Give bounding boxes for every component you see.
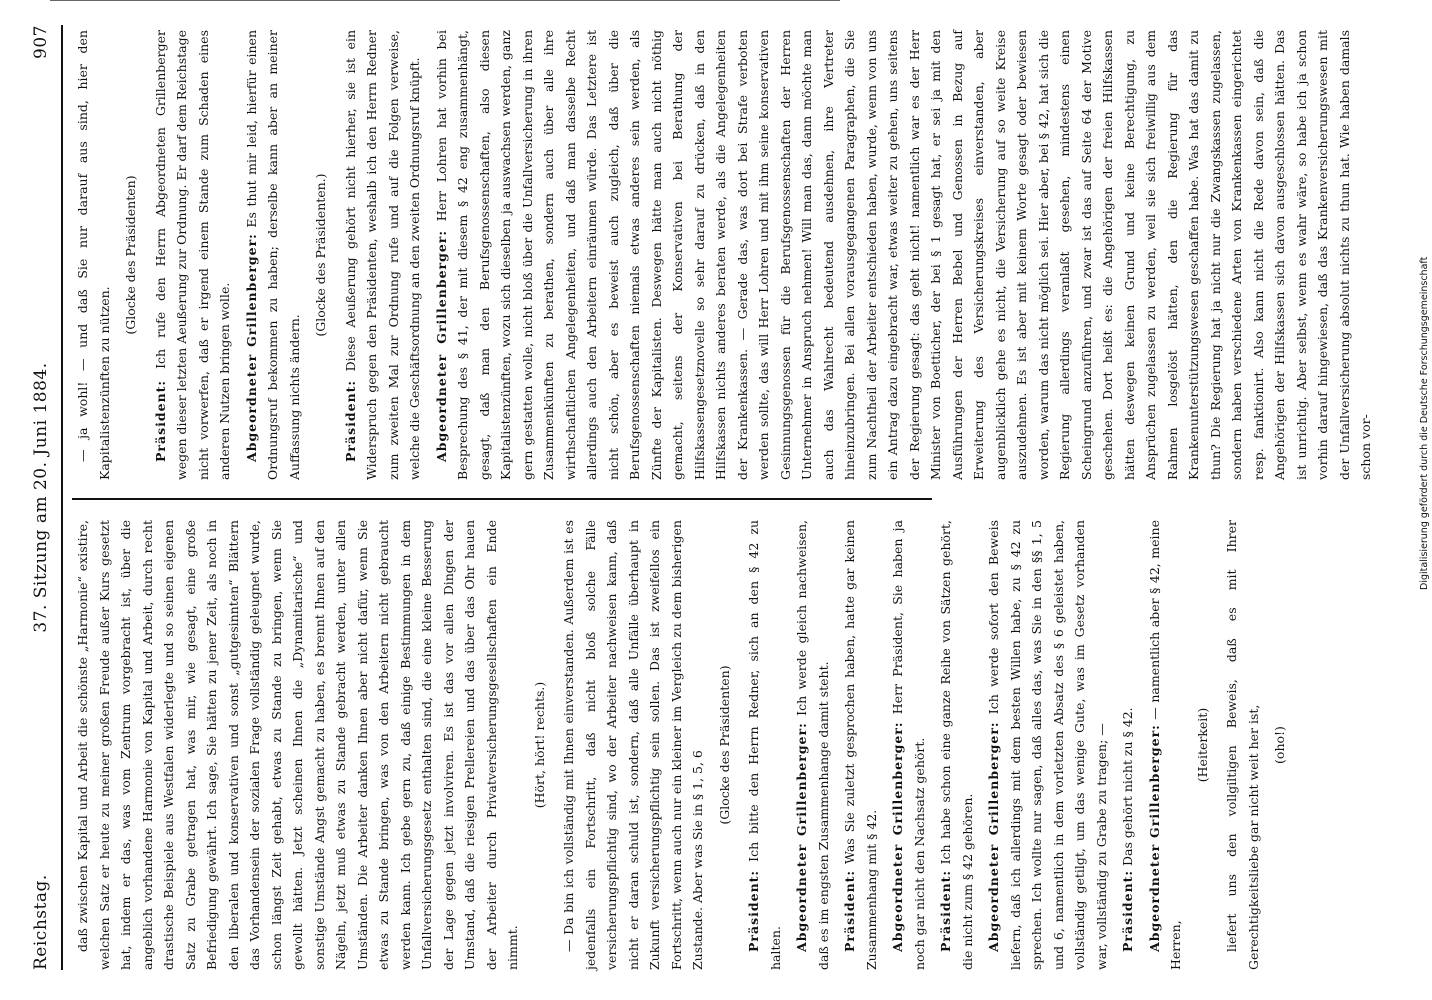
speech-paragraph: [1117, 520, 1139, 970]
stage-direction: (Hört, hört! rechts.): [531, 681, 547, 809]
body-paragraph: liefert uns den vollgiltigen Beweis, daß es mit Ihrer Gerechtigkeitsliebe gar nicht weit her ist,: [1224, 520, 1261, 970]
body-paragraph: daß zwischen Kapital und Arbeit die schönste „Harmonie“ existire, welchen Satz er heute zu meiner großen Freude außer Kurs gesetzt hat, indem er das, was vom Zentrum vorgebracht ist, über die angeblich vorhandene Harmonie von Kapital und Arbeit, durch recht drastische Beispiele aus Westfalen widerlegte und so seinen eigenen Satz zu Grabe getragen hat, was mir, wie gesagt, eine große Befriedigung gewährt. Ich sage, Sie hätten zu jener Zeit, als noch in den liberalen und konservativen und sonst „gutgesinnten“ Blättern das Vorhandensein der sozialen Frage vollständig geleugnet wurde, schon längst Zeit gehabt, etwas zu Stande zu bringen, wenn Sie gewollt hätten. Jetzt scheinen Ihnen die „Dynamitarische“ und sonstige Umstände Angst gemacht zu haben, es brennt Ihnen auf den Nägeln, jetzt muß etwas zu Stande gebracht werden, unter allen Umständen. Die Arbeiter danken Ihnen aber nicht dafür, wenn Sie etwas zu Stande bringen, was von den Arbeitern nicht gebraucht werden kann. Ich gebe gern zu, daß einige Bestimmungen in dem Unfallversicherungsgesetz enthalten sind, die eine kleine Besserung der Lage gegen jetzt involviren. Es ist das vor allen Dingen der Umstand, daß die riesigen Prellereien und das über das Ohr hauen der Arbeiter durch Privatversicherungsgesellschaften ein Ende nimmt.: [75, 520, 520, 970]
speech-paragraph: [431, 30, 1377, 480]
stage-direction: (Glocke des Präsidenten.): [313, 173, 328, 337]
stage-direction: (Glocke des Präsidenten): [716, 665, 732, 825]
page-number: 907: [31, 25, 51, 59]
speech-text: Diese Aeußerung gehört nicht hierher, sie ist ein Widerspruch gegen den Präsidenten, weshalb ich den Herrn Redner zum zweiten Mal zur Ordnung rufe und auf die Folgen verweise, welche die Geschäftsordnung an den zweiten Ordnungsruf knüpft.: [342, 30, 422, 480]
stage-direction: (Heiterkeit): [1194, 707, 1210, 783]
rotated-page: [20, 15, 1373, 980]
running-header: [26, 25, 56, 970]
speaker-name: Abgeordneter Grillenberger:: [794, 722, 809, 952]
speech-paragraph: [935, 520, 978, 970]
header-center: 37. Sitzung am 20. Juni 1884.: [31, 362, 51, 633]
digitization-note: Digitalisierung gefördert durch die Deutsche Forschungsgemeinschaft: [1419, 256, 1430, 590]
speaker-name: Präsident:: [152, 379, 168, 462]
speech-paragraph: [241, 30, 306, 480]
side-strip: [1418, 20, 1432, 590]
header-rule: [61, 25, 63, 970]
speech-text: Das gehört nicht zu § 42.: [1120, 707, 1135, 866]
stage-direction: (Glocke des Präsidenten): [123, 175, 138, 335]
speaker-name: Präsident:: [842, 869, 857, 952]
body-paragraph: — ja wohl! — und daß Sie nur darauf aus sind, hier den Kapitalistenzünften zu nützen.: [75, 30, 112, 480]
header-left: Reichstag.: [31, 874, 51, 970]
left-column: [72, 520, 1287, 970]
speaker-name: Präsident:: [342, 379, 358, 462]
speech-text: Was Sie zuletzt gesprochen haben, hatte gar keinen Zusammenhang mit § 42.: [842, 520, 879, 970]
speech-text: Ich werde sofort den Beweis liefern, daß ich allerdings mit dem besten Willen habe, zu § 42 zu sprechen. Ich wollte nur sagen, daß alles das, was Sie in den §§ 1, 5 und 6, namentlich in dem vorletzten Absatz des § 6 geleistet haben, vollständig getilgt, um das wenige Gute, was im Gesetz vorhanden war, vollständig zu Grabe zu tragen; —: [986, 520, 1109, 970]
speech-text: Es thut mir leid, hierfür einen Ordnungsruf bekommen zu haben; derselbe kann aber an meiner Auffassung nichts ändern.: [243, 30, 302, 480]
speech-text: Ich werde gleich nachweisen, daß es im engsten Zusammenhange damit steht.: [794, 520, 831, 970]
speaker-name: Abgeordneter Grillenberger:: [890, 721, 905, 952]
speech-paragraph: [743, 520, 786, 970]
speech-paragraph: [1144, 520, 1187, 970]
speaker-name: Abgeordneter Grillenberger:: [1146, 724, 1162, 952]
speech-text: Ich bitte den Herrn Redner, sich an den § 42 zu halten.: [746, 520, 783, 970]
speech-paragraph: [340, 30, 426, 480]
stage-direction: (oho!): [1272, 726, 1287, 764]
speech-paragraph: [791, 520, 834, 970]
speech-paragraph: [839, 520, 882, 970]
speech-text: Herr Präsident, Sie haben ja noch gar nicht den Nachsatz gehört.: [890, 520, 927, 970]
speech-paragraph: [887, 520, 930, 970]
speech-paragraph: [150, 30, 236, 480]
body-paragraph: — Da bin ich vollständig mit Ihnen einverstanden. Außerdem ist es jedenfalls ein Fortschritt, daß nicht bloß solche Fälle versicherungspflichtig sind, wo der Arbeiter nachweisen kann, daß nicht er daran schuld ist, sondern, daß alle Unfälle überhaupt in Zukunft versicherungspflichtig sein sollen. Das ist zweifellos ein Fortschritt, wenn auch nur ein kleiner im Vergleich zu dem bisherigen Zustande. Aber was Sie in § 1, 5, 6: [561, 520, 705, 970]
right-column: [72, 30, 1373, 480]
speaker-name: Abgeordneter Grillenberger:: [243, 233, 259, 462]
speech-paragraph: [983, 520, 1112, 970]
speech-text: — namentlich aber § 42, meine Herren,: [1146, 520, 1183, 970]
speaker-name: Präsident:: [746, 869, 761, 952]
column-divider: [72, 498, 932, 500]
speech-text: Herr Lohren hat vorhin bei Besprechung des § 41, der mit diesem § 42 eng zusammenhängt, gesagt, daß man den Berufsgenossenschaften, also diesen Kapitalistenzünften, wozu sich dieselben ja auswachsen werden, ganz gern gestatten wolle, nicht bloß über die Unfallversicherung in ihren Zusammenkünften zu berathen, sondern auch über alle ihre wirthschaftlichen Angelegenheiten, und daß man dasselbe Recht allerdings auch den Arbeitern einräumen würde. Das Letztere ist nicht schön, aber es beweist auch zugleich, daß über die Berufsgenossenschaften niemals etwas anderes sein werden, als Zünfte der Kapitalisten. Deswegen hätte man auch nicht nöthig gemacht, seitens der Konservativen bei Berathung der Hilfskassengesetznovelle so sehr darauf zu drücken, daß in den Hilfskassen nichts anderes beraten werde, als die Angelegenheiten der Krankenkassen. — Gerade das, was dort bei Strafe verboten werden sollte, das will Herr Lohren und mit ihm seine konservativen Gesinnungsgenossen für die Berufsgenossenschaften der Herren Unternehmer in Anspruch nehmen! Will man das, dann möchte man auch das Wahlrecht bedeutend ausdehnen, ihre Vertreter hineinzubringen. Bei allen vorausgegangenen Paragraphen, die Sie zum Nachtheil der Arbeiter entschieden haben, wurde, wenn von uns ein Antrag dazu eingebracht war, etwas weiter zu gehen, uns seitens der Regierung gesagt: das geht nicht! namentlich war es der Herr Minister von Boetticher, der bei § 1 gesagt hat, er sei ja mit den Ausführungen der Herren Bebel und Genossen in Bezug auf Erweiterung des Versicherungskreises einverstanden, aber augenblicklich gehe es nicht, die Versicherung auf so weite Kreise auszudehnen. Es ist aber mit keinem Worte gesagt oder bewiesen worden, warum das nicht möglich sei. Hier aber, bei § 42, hat sich die Regierung allerdings veranlaßt gesehen, mindestens einen Scheingrund anzuführen, und zwar ist das auf Seite 64 der Motive geschehen. Dort heißt es: die Angehörigen der freien Hilfskassen hätten deswegen keinen Grund und keine Berechtigung, zu Ansprüchen zugelassen zu werden, weil sie sich freiwillig aus dem Rahmen losgelöst hätten, den die Regierung für das Krankenunterstützungswesen geschaffen habe. Was hat das damit zu thun? Die Regierung hat ja nicht nur die Zwangskassen zugelassen, sondern haben verschiedene Arten von Krankenkassen eingerichtet resp. fanktionirt. Also kann nicht die Rede davon sein, daß die Angehörigen der Hilfskassen sich davon ausgeschlossen hätten. Das ist unrichtig. Aber selbst, wenn es wahr wäre, so habe ich ja schon vorhin darauf hingewiesen, daß das Krankenversicherungswesen mit der Unfallversicherung absolut nichts zu thun hat. Wie haben damals schon vor-: [433, 30, 1373, 480]
speaker-name: Abgeordneter Grillenberger:: [433, 229, 449, 462]
speech-text: Ich habe schon eine ganze Reihe von Sätzen gehört, die nicht zum § 42 gehören.: [938, 520, 975, 970]
speaker-name: Präsident:: [938, 869, 953, 952]
speech-text: Ich rufe den Herrn Abgeordneten Grillenberger wegen dieser letzten Aeußerung zur Ordnung. Er darf dem Reichstage nicht vorwerfen, daß er irgend einem Stande zum Schaden eines anderen Nutzen bringen wolle.: [152, 30, 232, 480]
speaker-name: Präsident:: [1120, 869, 1135, 952]
top-edge-line: [50, 0, 840, 1]
speaker-name: Abgeordneter Grillenberger:: [986, 721, 1001, 952]
